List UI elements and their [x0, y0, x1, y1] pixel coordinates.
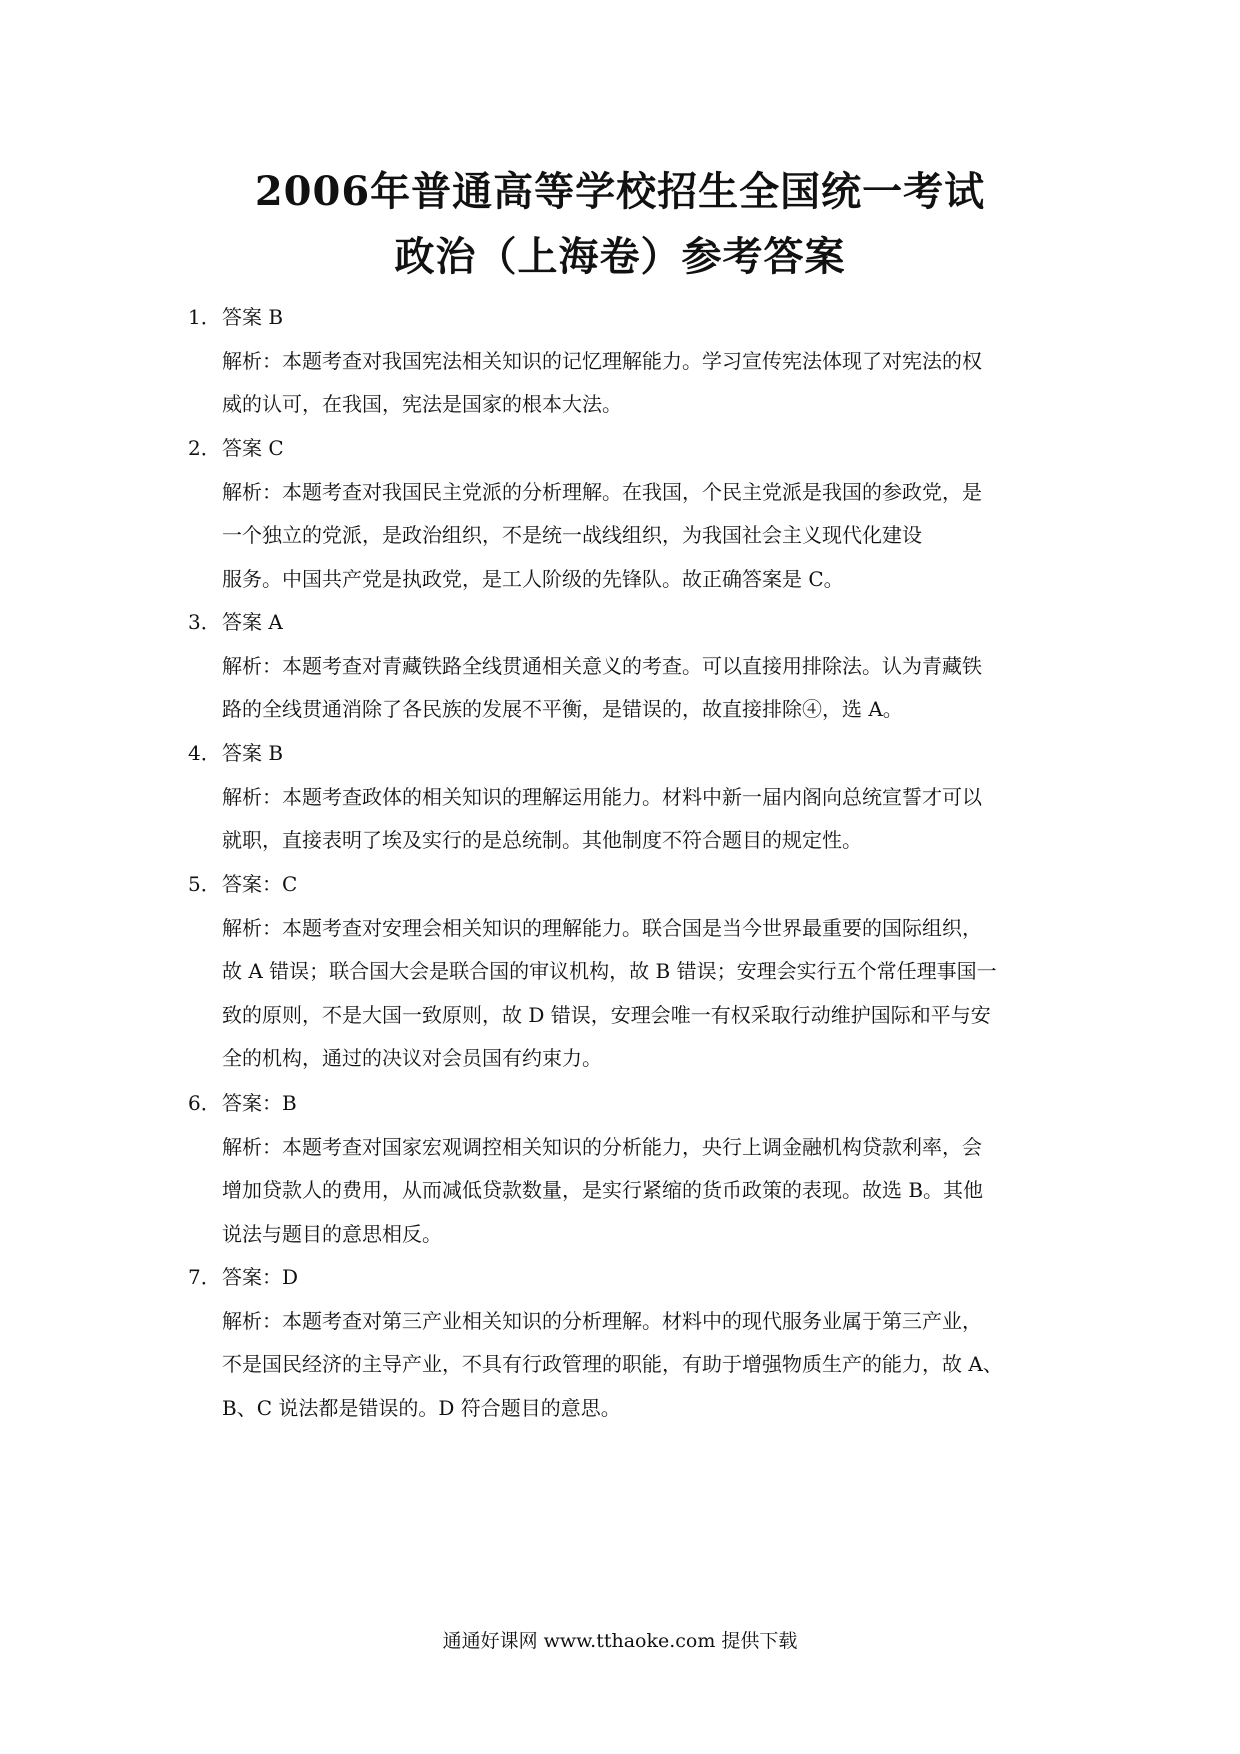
answer-label: 答案 B	[222, 305, 284, 329]
answer-heading	[188, 1091, 297, 1115]
question-number: 3．	[188, 610, 221, 634]
answer-label: 答案 B	[222, 741, 284, 765]
question-number: 6．	[188, 1091, 221, 1115]
page-title: 2006年普通高等学校招生全国统一考试	[254, 168, 986, 215]
answer-heading	[188, 872, 297, 896]
answer-label: 答案：B	[222, 1091, 297, 1115]
answer-heading	[188, 305, 283, 329]
question-number: 1．	[188, 305, 221, 329]
answer-heading	[188, 741, 283, 765]
analysis-line: 解析：本题考查对我国民主党派的分析理解。在我国，个民主党派是我国的参政党，是	[222, 479, 982, 504]
question-number: 4．	[188, 741, 221, 765]
analysis-line: 解析：本题考查对第三产业相关知识的分析理解。材料中的现代服务业属于第三产业，	[222, 1308, 982, 1333]
analysis-line: 故 A 错误；联合国大会是联合国的审议机构，故 B 错误；安理会实行五个常任理事国一	[222, 959, 997, 983]
analysis-line: 一个独立的党派，是政治组织，不是统一战线组织，为我国社会主义现代化建设	[222, 523, 922, 547]
answer-label: 答案：D	[222, 1265, 299, 1289]
analysis-line: 致的原则，不是大国一致原则，故 D 错误，安理会唯一有权采取行动维护国际和平与安	[222, 1002, 991, 1027]
question-number: 5．	[188, 872, 221, 896]
analysis-line: 解析：本题考查政体的相关知识的理解运用能力。材料中新一届内阁向总统宣誓才可以	[222, 784, 982, 809]
analysis-line: 解析：本题考查对我国宪法相关知识的记忆理解能力。学习宣传宪法体现了对宪法的权	[222, 348, 982, 373]
page-subtitle: 政治（上海卷）参考答案	[394, 233, 846, 280]
answer-label: 答案 A	[222, 610, 283, 634]
question-number: 2．	[188, 436, 221, 460]
answer-heading	[188, 610, 283, 634]
footer-text: 通通好课网 www.tthaoke.com 提供下载	[442, 1630, 798, 1652]
analysis-line: 说法与题目的意思相反。	[222, 1221, 442, 1246]
analysis-line: 路的全线贯通消除了各民族的发展不平衡，是错误的，故直接排除④，选 A。	[222, 697, 903, 721]
analysis-line: 解析：本题考查对安理会相关知识的理解能力。联合国是当今世界最重要的国际组织，	[222, 915, 982, 940]
analysis-line: B、C 说法都是错误的。D 符合题目的意思。	[222, 1395, 621, 1420]
answer-heading	[188, 436, 284, 460]
question-number: 7．	[188, 1265, 221, 1289]
analysis-line: 解析：本题考查对国家宏观调控相关知识的分析能力，央行上调金融机构贷款利率，会	[222, 1134, 982, 1159]
analysis-line: 增加贷款人的费用，从而减低贷款数量，是实行紧缩的货币政策的表现。故选 B。其他	[222, 1178, 984, 1202]
analysis-line: 不是国民经济的主导产业，不具有行政管理的职能，有助于增强物质生产的能力，故 A、	[222, 1352, 1003, 1376]
answer-label: 答案 C	[222, 436, 284, 460]
analysis-line: 服务。中国共产党是执政党，是工人阶级的先锋队。故正确答案是 C。	[222, 566, 844, 591]
analysis-line: 解析：本题考查对青藏铁路全线贯通相关意义的考查。可以直接用排除法。认为青藏铁	[222, 653, 982, 678]
analysis-line: 全的机构，通过的决议对会员国有约束力。	[222, 1046, 602, 1070]
answer-heading	[188, 1265, 298, 1289]
answer-label: 答案：C	[222, 872, 298, 896]
analysis-line: 威的认可，在我国，宪法是国家的根本大法。	[222, 392, 622, 416]
analysis-line: 就职，直接表明了埃及实行的是总统制。其他制度不符合题目的规定性。	[222, 828, 862, 852]
